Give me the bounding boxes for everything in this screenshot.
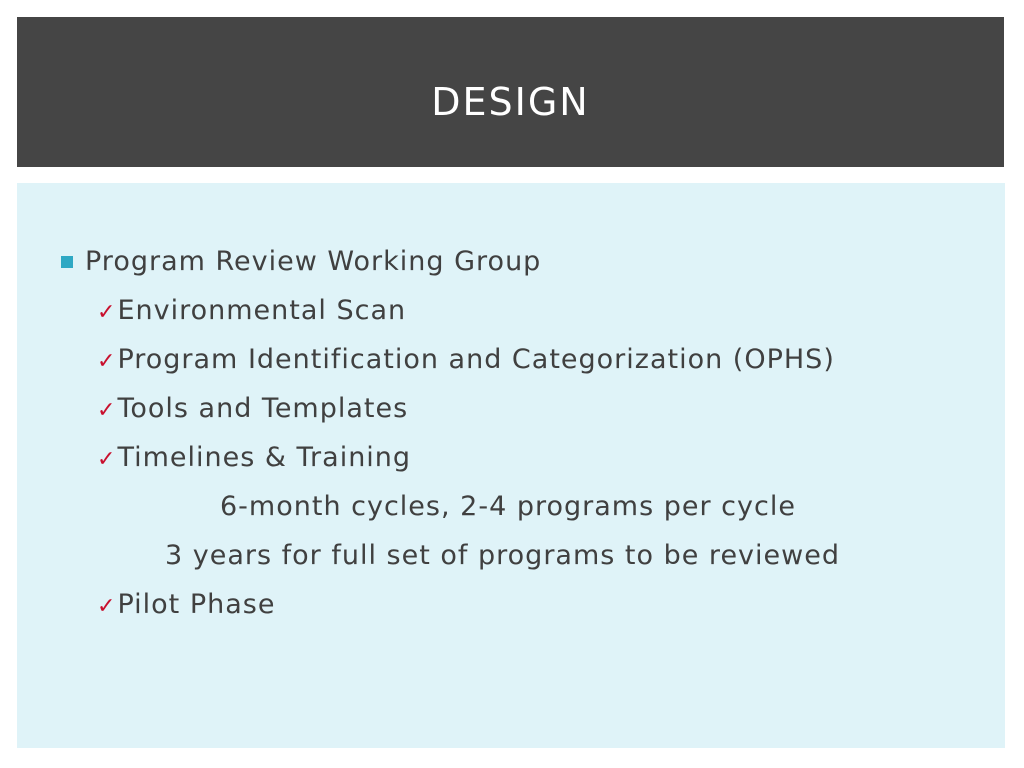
check-item-tools-and-templates	[97, 392, 408, 428]
check-item-timelines-training	[97, 441, 411, 477]
check-item-label: Timelines & Training	[117, 442, 412, 473]
checkmark-icon: ✓	[97, 398, 116, 423]
check-item-label: Tools and Templates	[117, 393, 409, 424]
checkmark-icon: ✓	[97, 447, 116, 472]
check-item-program-identification	[97, 343, 835, 379]
check-item-label: Program Identification and Categorization (OPHS)	[117, 344, 835, 375]
subline-cycles: 6-month cycles, 2-4 programs per cycle	[220, 491, 796, 522]
checkmark-icon: ✓	[97, 349, 116, 374]
checkmark-icon: ✓	[97, 594, 116, 619]
check-item-label: Environmental Scan	[117, 295, 407, 326]
check-item-label: Pilot Phase	[117, 589, 276, 620]
slide-title: DESIGN	[431, 80, 590, 124]
checkmark-icon: ✓	[97, 300, 116, 325]
check-item-pilot-phase	[97, 588, 275, 624]
bullet-program-review-working-group: Program Review Working Group	[85, 246, 542, 277]
square-bullet-icon	[61, 256, 73, 268]
subline-years: 3 years for full set of programs to be reviewed	[165, 540, 840, 571]
check-item-environmental-scan	[97, 294, 406, 330]
title-bar	[17, 17, 1004, 167]
